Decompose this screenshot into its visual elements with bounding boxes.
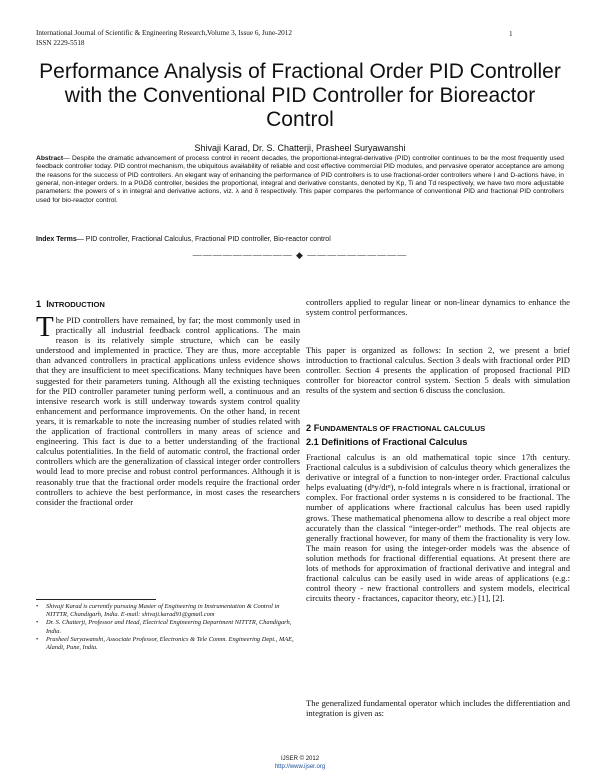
section-separator: —————————— ◆ —————————— (192, 250, 408, 260)
author-list: Shivaji Karad, Dr. S. Chatterji, Prasheel Suryawanshi (194, 143, 406, 153)
page-number: 1 (509, 30, 513, 38)
section-title-rest: UNDAMENTALS OF FRACTIONAL CALCULUS (319, 424, 486, 433)
paper-organization (306, 345, 570, 395)
introduction-continuation-text: controllers applied to regular linear or non-linear dynamics to enhance the system control performances. (306, 297, 570, 318)
section-title-initial: I (46, 299, 49, 309)
footnote-item: • Shivaji Karad is currently pursuing Master of Engineering in Instrumentation & Control in NITTTR, Chandigarh, India. E-mail: shivaji.karad91@gmail.com (36, 603, 280, 619)
section-heading-introduction (36, 299, 105, 309)
footnote-divider (36, 599, 156, 600)
organization-paragraph: This paper is organized as follows: In section 2, we present a brief introduction to fractional calculus. Section 3 deals with fractional order PID controller. Section 4 presents the application of proposed fractional PID controller for bioreactor control system. Section 5 deals with simulation results of the system and section 6 discuss the conclusion. (306, 345, 570, 396)
footer-copyright: IJSER © 2012 (280, 756, 320, 762)
definitions-paragraph: Fractional calculus is an old mathematical topic since 17th century. Fractional calculus is a subdivision of calculus theory which generalizes the derivative or integral of a function to non-integer order. Fractional calculus helps evaluating (dⁿy/dtⁿ), n-fold integrals where n is fractional, irrational or complex. For fractional order systems n is considered to be fractional. The number of applications where fractional calculus has been used rapidly grows. These mathematical phenomena allow to describe a real object more accurately than the classical “integer-order” methods. The real objects are generally fractional however, for many of them the fractionality is very low. The main reason for using the integer-order models was the absence of solution methods for fractional differential equations. At present there are lots of methods for approximation of fractional derivative and integral and fractional calculus can be easily used in wide areas of applications (e.g.: control theory - new fractional controllers and system models, electrical circuits theory - fractances, capacitor theory, etc.) [1], [2]. (306, 452, 570, 604)
introduction-body (36, 311, 300, 507)
section-title-initial: F (313, 423, 320, 433)
index-terms-label: Index Terms (36, 236, 77, 243)
abstract-text: — Despite the dramatic advancement of process control in recent decades, the proportional-integral-derivative (PID) controller continues to be the most frequently used feedback controller today. PID control mechanism, the ubiquitous availability of reliable and cost effective commercial PID modules, and pervasive operator acceptance are among the reasons for the success of PID controllers. An elegant way of enhancing the performance of PID controllers is to use fractional-order controllers where I and D-actions have, in general, non-integer orders. In a PIλDδ controller, besides the proportional, integral and derivative constants, denoted by Kp, Ti and Td respectively, we have two more adjustable parameters: the powers of s in integral and derivative actions, viz. λ and δ respectively. This paper compares the performance of conventional PID and fractional PID controllers used for bio-reactor control. (36, 155, 564, 204)
index-terms (36, 236, 564, 243)
subsection-heading-definitions (306, 437, 467, 447)
definitions-body (306, 452, 570, 603)
section-number: 2 (306, 423, 312, 433)
index-terms-text: — PID controller, Fractional Calculus, Fractional PID controller, Bio-reactor control (76, 236, 331, 243)
abstract (36, 155, 564, 205)
footnote-item: • Prasheel Suryawanshi, Associate Professor, Electronics & Tele Comm. Engineering Dept., MAE, Alandi, Pune, India. (36, 635, 294, 652)
footnote-item: • Dr. S. Chatterji, Professor and Head, Electrical Engineering Department NITTTR, Chandigarh, India. (36, 619, 292, 635)
journal-header: International Journal of Scientific & Engineering Research,Volume 3, Issue 6, June-2012 (36, 29, 292, 37)
author-footnotes (36, 603, 300, 652)
abstract-label: Abstract (36, 155, 64, 162)
section-heading-fundamentals (306, 423, 485, 433)
paper-title: Performance Analysis of Fractional Order PID Controller with the Conventional PID Controller for Bioreactor Control (39, 60, 561, 131)
operator-paragraph: The generalized fundamental operator which includes the differentiation and integration is given as: (306, 698, 570, 719)
issn-label: ISSN 2229-5518 (36, 39, 85, 47)
subsection-title: Definitions of Fractional Calculus (321, 437, 468, 447)
drop-cap: T (36, 311, 54, 343)
subsection-number: 2.1 (306, 437, 319, 447)
introduction-paragraph: he PID controllers have remained, by far; the most commonly used in practically all industrial feedback control applications. The main reason is its relatively simple structure, which can be easily understood and implemented in practice. They are thus, more acceptable than advanced controllers in practical applications unless evidence shows that they are insufficient to meet specifications. Many techniques have been suggested for their parameters tuning. Although all the existing techniques for the PID controller parameter tuning perform well, a continuous and an intensive research work is still underway towards system control quality enhancement and performance improvements. On the other hand, in recent years, it is remarkable to note the increasing number of studies related with the application of fractional controllers in many areas of science and engineering. This fact is due to a better understanding of the fractional calculus potentialities. In the field of automatic control, the fractional order controllers which are the generalization of classical integer order controllers would lead to more precise and robust control performances. Although it is reasonably true that the fractional order models require the fractional order controllers to achieve the best performance, in most cases the researchers consider the fractional order (36, 315, 300, 507)
introduction-continuation (306, 297, 570, 317)
footer-link[interactable]: http://www.ijser.org (274, 764, 326, 770)
section-title-rest: NTRODUCTION (48, 300, 105, 309)
section-number: 1 (36, 299, 42, 309)
operator-intro (306, 698, 570, 718)
